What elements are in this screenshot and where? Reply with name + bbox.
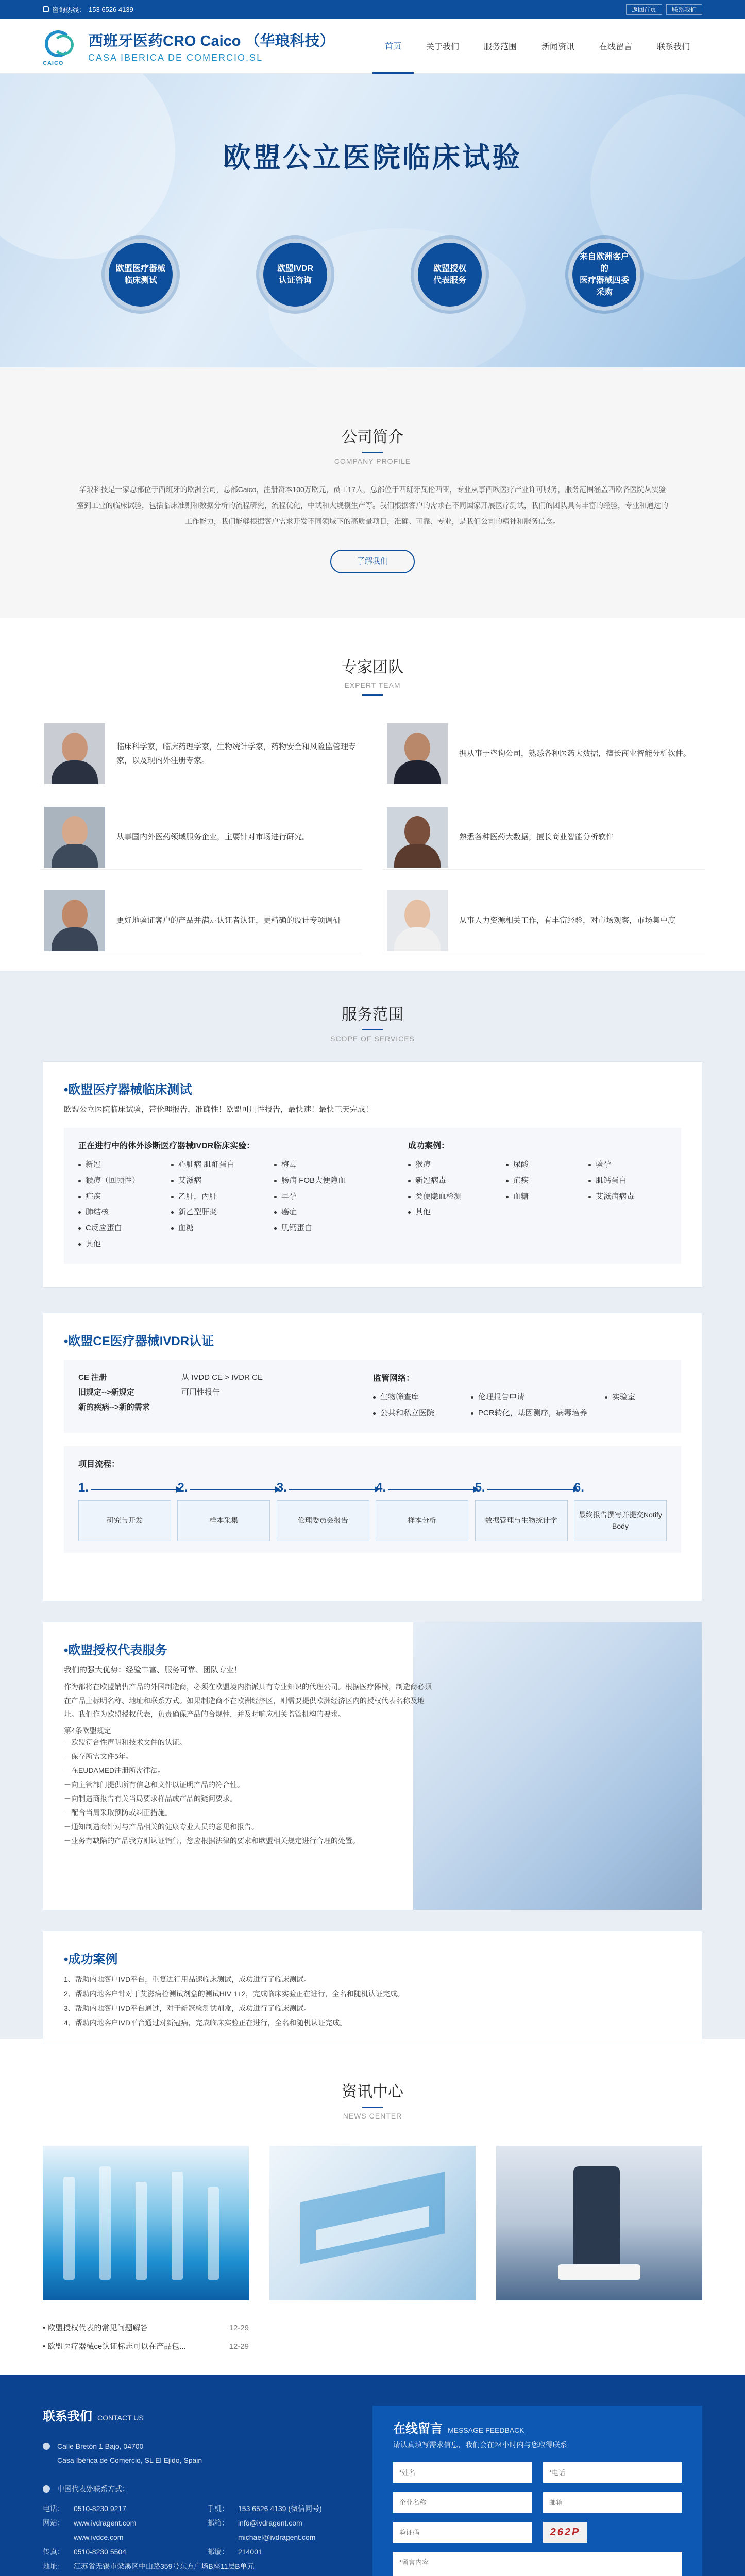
service-title: •欧盟医疗器械临床测试 — [64, 1083, 192, 1097]
step-number: 2. — [177, 1480, 188, 1495]
news-section — [0, 2039, 745, 2375]
phone-field[interactable] — [543, 2462, 682, 2483]
ivdr-row-label: CE 注册 — [78, 1373, 107, 1382]
expert-photo — [44, 723, 105, 784]
list-item: 其他 — [78, 1236, 171, 1252]
contact-title-en: CONTACT US — [97, 2414, 144, 2422]
ongoing-trials-title: 正在进行中的体外诊断医疗器械IVDR临床实验： — [78, 1142, 255, 1150]
flow-step — [78, 1481, 171, 1541]
china-office-label: 中国代表处联系方式： — [57, 2485, 129, 2494]
list-item: PCR转化，基因测序，病毒培养 — [471, 1405, 605, 1421]
contact-mobile: 153 6526 4139 (微信同号) — [238, 2504, 322, 2513]
about-us-button[interactable]: 了解我们 — [330, 550, 415, 573]
list-item: 实验室 — [605, 1389, 667, 1405]
service-card-clinical — [43, 1061, 702, 1288]
article-item: －通知制造商针对与产品相关的健康专业人员的意见和报告。 — [64, 1822, 259, 1831]
list-item: 肠病 FOB大便隐血 — [274, 1173, 387, 1189]
service-intro: 我们的强大优势：经验丰富、服务可靠、团队专业！ — [64, 1666, 242, 1674]
list-item: 癌症 — [274, 1205, 387, 1221]
news-title-en: NEWS CENTER — [343, 2112, 402, 2120]
service-intro: 欧盟公立医院临床试验，带伦理报告，准确性！欧盟可用性报告，最快速！最快三天完成！ — [64, 1105, 374, 1114]
email-field[interactable] — [543, 2492, 682, 2513]
top-bar — [0, 0, 745, 19]
hero-title: 欧盟公立医院临床试验 — [223, 142, 522, 173]
list-item: 新冠 — [78, 1157, 171, 1173]
message-field[interactable] — [393, 2552, 682, 2576]
news-item-date: 12-29 — [229, 2324, 249, 2332]
expert-photo — [387, 807, 448, 868]
news-item-title: • 欧盟授权代表的常见问题解答 — [43, 2324, 148, 2332]
flow-step — [177, 1481, 270, 1541]
article-title: 第4条欧盟规定 — [64, 1726, 111, 1735]
contact-key: 手机： — [207, 2504, 229, 2513]
list-item: 尿酸 — [506, 1157, 588, 1173]
list-item: C反应蛋白 — [78, 1221, 171, 1236]
contact-block — [43, 2406, 362, 2576]
step-number: 5. — [475, 1480, 485, 1495]
china-office-icon — [43, 2485, 50, 2493]
service-title: •成功案例 — [64, 1953, 118, 1967]
expert-desc: 临床科学家，临床药理学家，生物统计学家，药物安全和风险监管理专家，以及现内外注册专家。 — [116, 742, 357, 765]
list-item: 乙肝，丙肝 — [171, 1189, 274, 1205]
nav-home[interactable]: 首页 — [372, 19, 414, 74]
company-text: 华琅科技是一家总部位于西班牙的欧洲公司，总部Caico，注册资本100万欧元，员工17人，总部位于西班牙瓦伦西亚，专业从事西欧医疗产业许可服务，服务范围涵盖西欧各医院从实验室到工业的临床试验，包括临床准则和数据分析的流程研究，流程优化，中试和大规模生产等。我们根据客户的需求在不同国家开展医疗测试，我们的团队具有丰富的经验，专业和通过的工作能力，我们能够根据客户需求开发不同领域下的高质量项目，准确、可靠、专业，是我们公司的精神和服务信念。 — [77, 485, 668, 526]
list-item: 猴痘（回顾性） — [78, 1173, 171, 1189]
message-title-en: MESSAGE FEEDBACK — [448, 2426, 524, 2434]
expert-card[interactable] — [383, 805, 705, 870]
service-card-ivdr — [43, 1313, 702, 1601]
news-title: 资讯中心 — [342, 2083, 403, 2100]
contact-key: 邮编： — [207, 2547, 229, 2556]
services-title: 服务范围 — [342, 1006, 403, 1023]
list-item: 心脏病 肌酐蛋白 — [171, 1157, 274, 1173]
flow-step — [277, 1481, 369, 1541]
message-form — [372, 2406, 702, 2576]
contact-table — [43, 2501, 362, 2573]
flow-step — [475, 1481, 568, 1541]
list-item: 肌钙蛋白 — [274, 1221, 387, 1236]
main-nav — [372, 19, 702, 74]
expert-desc: 熟悉各种医药大数据，擅长商业智能分析软件 — [459, 833, 614, 841]
case-item: 3、帮助内地客户IVD平台通过，对于新冠检测试剂盒，成功进行了临床测试。 — [64, 2004, 311, 2012]
article-item: －欧盟符合性声明和技术文件的认证。 — [64, 1738, 187, 1747]
experts-title-en: EXPERT TEAM — [344, 681, 401, 689]
ivdr-row-value: 从 IVDD CE > IVDR CE — [181, 1373, 263, 1382]
address-es-line2: Casa Ibérica de Comercio, SL El Ejido, Spain — [57, 2455, 202, 2464]
contact-website[interactable]: www.ivdragent.com www.ivdce.com — [74, 2518, 137, 2541]
contact-postcode: 214001 — [238, 2547, 262, 2556]
step-label: 伦理委员会报告 — [277, 1500, 369, 1541]
name-field[interactable] — [393, 2462, 532, 2483]
contact-key: 网站： — [43, 2518, 64, 2527]
list-item: 梅毒 — [274, 1157, 387, 1173]
expert-desc: 更好地验证客户的产品并满足认证者认证，更精确的设计专项调研 — [116, 916, 341, 925]
service-card-authorized-rep — [43, 1622, 702, 1910]
case-item: 2、帮助内地客户针对于艾滋病检测试剂盒的测试HIV 1+2，完成临床实验正在进行，全名和随机认证完成。 — [64, 1990, 404, 1998]
contact-key: 邮箱： — [207, 2518, 229, 2527]
service-card-cases — [43, 1931, 702, 2044]
contact-link[interactable]: 联系我们 — [666, 4, 702, 15]
nav-news[interactable]: 新闻资讯 — [541, 43, 574, 52]
list-item: 验孕 — [588, 1157, 671, 1173]
title-underline — [362, 694, 383, 696]
service-body: 作为都将在欧盟销售产品的外国制造商，必须在欧盟境内指派具有专业知识的代理公司。根据医疗器械，制造商必须在产品上标明名称、地址和联系方式。如果制造商不在欧洲经济区，则需要提供欧洲经济区内的授权代表名称及地址。我们作为欧盟授权代表，负责确保产品的合规性，并及时响应相关监管机构的要求。 — [64, 1683, 432, 1719]
expert-card[interactable] — [40, 721, 362, 786]
list-item: 猴痘 — [408, 1157, 506, 1173]
title-underline — [362, 2107, 383, 2108]
logo-subtitle: CASA IBERICA DE COMERCIO,SL — [88, 52, 263, 63]
expert-card[interactable] — [40, 805, 362, 870]
article-item: －配合当局采取预防或纠正措施。 — [64, 1808, 172, 1817]
list-item: 公共和私立医院 — [373, 1405, 471, 1421]
article-item: －业务有缺陷的产品我方则认证销售，您应根据法律的要求和欧盟相关规定进行合理的处置。 — [64, 1836, 360, 1845]
list-item: 伦理报告申请 — [471, 1389, 605, 1405]
expert-desc: 拥从事于咨询公司，熟悉各种医药大数据，擅长商业智能分析软件。 — [459, 749, 691, 758]
expert-card[interactable] — [383, 888, 705, 953]
step-number: 4. — [376, 1480, 386, 1495]
hero-circle-authorized-rep[interactable]: 欧盟授权 代表服务 — [414, 239, 486, 311]
company-title-en: COMPANY PROFILE — [334, 457, 411, 465]
article-item: －保存所需文件5年。 — [64, 1752, 133, 1761]
title-underline — [362, 452, 383, 453]
success-cases-title: 成功案例： — [408, 1142, 450, 1150]
expert-photo — [387, 890, 448, 951]
logo-mark-text: CAICO — [43, 60, 64, 66]
message-subtitle: 请认真填写需求信息，我们会在24小时内与您取得联系 — [393, 2441, 567, 2449]
service-title: •欧盟授权代表服务 — [64, 1643, 167, 1657]
logo-mark-icon — [43, 27, 81, 65]
flow-step — [574, 1481, 667, 1541]
nav-message[interactable]: 在线留言 — [599, 43, 632, 52]
list-item: 疟疾 — [78, 1189, 171, 1205]
message-title: 在线留言 — [393, 2422, 443, 2436]
expert-photo — [387, 723, 448, 784]
contact-title: 联系我们 — [43, 2410, 92, 2424]
list-item: 肺结核 — [78, 1205, 171, 1221]
company-section — [0, 367, 745, 618]
news-item[interactable] — [43, 2319, 249, 2337]
flow-title: 项目流程： — [78, 1460, 120, 1469]
contact-key: 传真： — [43, 2547, 64, 2556]
contact-key: 电话： — [43, 2504, 64, 2513]
location-icon — [43, 2443, 50, 2450]
hero-circle-ivdr[interactable]: 欧盟IVDR 认证咨询 — [259, 239, 331, 311]
contact-address: 江苏省无锡市梁溪区中山路359号东方广场B座11层B单元 — [74, 2562, 255, 2570]
network-title: 监管网络： — [373, 1374, 415, 1383]
company-title: 公司简介 — [342, 429, 403, 446]
address-es-line1: Calle Bretón 1 Bajo, 04700 — [57, 2442, 144, 2450]
list-item: 早孕 — [274, 1189, 387, 1205]
logo-title: 西班牙医药CRO Caico （华琅科技） — [88, 32, 335, 49]
expert-photo — [44, 890, 105, 951]
services-title-en: SCOPE OF SERVICES — [330, 1035, 415, 1043]
list-item: 疟疾 — [506, 1173, 588, 1189]
site-header — [0, 19, 745, 74]
list-item: 类便隐血检测 — [408, 1189, 506, 1205]
ivdr-row-label: 旧规定-->新规定 — [78, 1388, 134, 1397]
service-title: •欧盟CE医疗器械IVDR认证 — [64, 1334, 214, 1348]
step-number: 3. — [276, 1480, 287, 1495]
flow-step — [376, 1481, 468, 1541]
contact-email[interactable]: info@ivdragent.com michael@ivdragent.com — [238, 2518, 316, 2541]
list-item: 血糖 — [506, 1189, 588, 1205]
hotline — [43, 5, 133, 14]
hotline-number: 153 6526 4139 — [89, 5, 133, 13]
list-item: 艾滋病病毒 — [588, 1189, 671, 1205]
company-field[interactable] — [393, 2492, 532, 2513]
phone-icon — [43, 6, 49, 12]
site-footer — [0, 2375, 745, 2576]
step-number: 6. — [573, 1480, 584, 1495]
process-flow — [78, 1481, 667, 1541]
step-label: 样本采集 — [177, 1500, 270, 1541]
services-section — [0, 971, 745, 2039]
news-image[interactable] — [496, 2146, 702, 2300]
expert-desc: 从事国内外医药领域服务企业，主要针对市场进行研究。 — [116, 833, 310, 841]
step-label: 数据管理与生物统计学 — [475, 1500, 568, 1541]
article-item: －向制造商报告有关当局要求样品或产品的疑问要求。 — [64, 1794, 237, 1803]
hero-banner — [0, 74, 745, 367]
expert-card[interactable] — [40, 888, 362, 953]
experts-title: 专家团队 — [342, 659, 403, 676]
contact-key: 地址： — [43, 2562, 64, 2570]
hotline-label: 咨询热线： — [52, 6, 86, 14]
home-link[interactable]: 返回首页 — [626, 4, 662, 15]
eu-flag-photo — [413, 1622, 702, 1910]
expert-photo — [44, 807, 105, 868]
list-item: 血糖 — [171, 1221, 274, 1236]
hero-circle-clinical[interactable]: 欧盟医疗器械 临床测试 — [105, 239, 177, 311]
step-label: 样本分析 — [376, 1500, 468, 1541]
step-number: 1. — [78, 1480, 89, 1495]
contact-tel: 0510-8230 9217 — [74, 2504, 126, 2513]
nav-about[interactable]: 关于我们 — [426, 43, 459, 52]
case-item: 4、帮助内地客户IVD平台通过对新冠病，完成临床实验正在进行，全名和随机认证完成。 — [64, 2019, 347, 2027]
hero-circle-procurement[interactable]: 来自欧洲客户的 医疗器械四委采购 — [568, 239, 640, 311]
article-item: －在EUDAMED注册所需律法。 — [64, 1766, 165, 1775]
logo[interactable] — [43, 27, 335, 65]
list-item: 其他 — [408, 1205, 506, 1221]
news-item[interactable] — [43, 2337, 249, 2356]
title-underline — [362, 1029, 383, 1030]
news-image[interactable] — [43, 2146, 249, 2300]
list-item: 新冠病毒 — [408, 1173, 506, 1189]
step-label: 最终报告撰写并提交Notify Body — [574, 1500, 667, 1541]
list-item: 新乙型肝炎 — [171, 1205, 274, 1221]
captcha-image[interactable]: 262P — [543, 2522, 587, 2543]
step-label: 研究与开发 — [78, 1500, 171, 1541]
captcha-field[interactable] — [393, 2522, 532, 2543]
ivdr-row-value — [181, 1401, 342, 1412]
ivdr-row-label: 新的疾病-->新的需求 — [78, 1403, 150, 1412]
news-item-title: • 欧盟医疗器械ce认证标志可以在产品包... — [43, 2342, 186, 2351]
nav-services[interactable]: 服务范围 — [483, 43, 517, 52]
list-item: 生物筛查库 — [373, 1389, 471, 1405]
list-item: 肌钙蛋白 — [588, 1173, 671, 1189]
news-item-date: 12-29 — [229, 2342, 249, 2351]
expert-card[interactable] — [383, 721, 705, 786]
expert-desc: 从事人力资源相关工作，有丰富经验，对市场观察，市场集中度 — [459, 916, 676, 925]
list-item: 艾滋病 — [171, 1173, 274, 1189]
nav-contact[interactable]: 联系我们 — [656, 43, 690, 52]
case-item: 1、帮助内地客户IVD平台，重复进行用品速临床测试，成功进行了临床测试。 — [64, 1975, 311, 1984]
ivdr-row-value: 可用性报告 — [181, 1388, 221, 1397]
article-item: －向主管部门提供所有信息和文件以证明产品的符合性。 — [64, 1780, 244, 1789]
contact-fax: 0510-8230 5504 — [74, 2547, 126, 2556]
news-image[interactable] — [269, 2146, 476, 2300]
experts-section — [0, 618, 745, 971]
